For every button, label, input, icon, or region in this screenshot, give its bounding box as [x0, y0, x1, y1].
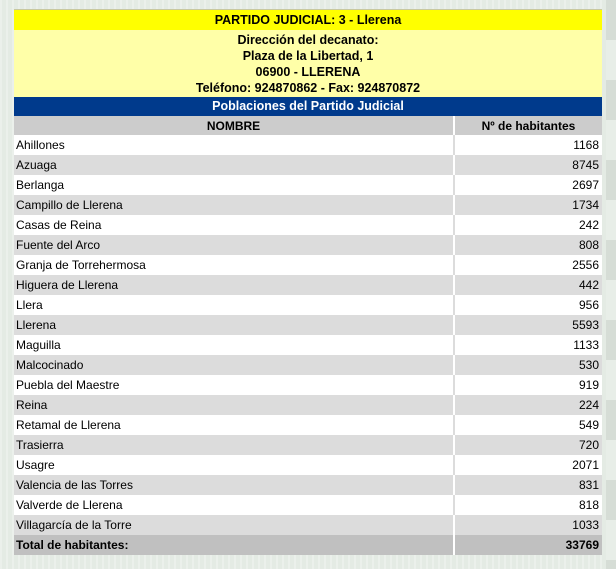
table-row [14, 175, 602, 195]
total-value: 33769 [454, 535, 602, 555]
column-header-habitantes: Nº de habitantes [454, 116, 602, 135]
row-habitantes: 818 [454, 495, 602, 515]
table-row [14, 195, 602, 215]
row-habitantes: 2697 [454, 175, 602, 195]
background-watermark-strip [606, 0, 616, 569]
address-city: 06900 - LLERENA [255, 65, 361, 79]
row-habitantes: 442 [454, 275, 602, 295]
table-row [14, 515, 602, 535]
table-row [14, 355, 602, 375]
row-habitantes: 919 [454, 375, 602, 395]
row-habitantes: 2071 [454, 455, 602, 475]
table-row [14, 455, 602, 475]
row-habitantes: 2556 [454, 255, 602, 275]
page-title: PARTIDO JUDICIAL: 3 - Llerena [14, 9, 602, 30]
row-habitantes: 1734 [454, 195, 602, 215]
row-nombre: Azuaga [14, 155, 454, 175]
row-habitantes: 530 [454, 355, 602, 375]
table-row [14, 335, 602, 355]
row-nombre: Maguilla [14, 335, 454, 355]
row-nombre: Llera [14, 295, 454, 315]
row-habitantes: 808 [454, 235, 602, 255]
row-nombre: Campillo de Llerena [14, 195, 454, 215]
poblaciones-table [14, 116, 602, 555]
table-row [14, 415, 602, 435]
row-nombre: Berlanga [14, 175, 454, 195]
total-row [14, 535, 602, 555]
row-nombre: Villagarcía de la Torre [14, 515, 454, 535]
table-row [14, 235, 602, 255]
row-nombre: Casas de Reina [14, 215, 454, 235]
column-header-nombre: NOMBRE [14, 116, 454, 135]
row-nombre: Llerena [14, 315, 454, 335]
row-habitantes: 831 [454, 475, 602, 495]
row-nombre: Malcocinado [14, 355, 454, 375]
row-habitantes: 1168 [454, 135, 602, 155]
row-nombre: Valencia de las Torres [14, 475, 454, 495]
row-habitantes: 1033 [454, 515, 602, 535]
table-row [14, 215, 602, 235]
row-habitantes: 956 [454, 295, 602, 315]
row-habitantes: 224 [454, 395, 602, 415]
row-nombre: Usagre [14, 455, 454, 475]
table-row [14, 375, 602, 395]
row-nombre: Puebla del Maestre [14, 375, 454, 395]
table-row [14, 135, 602, 155]
table-row [14, 395, 602, 415]
table-row [14, 475, 602, 495]
partido-judicial-panel [14, 9, 602, 555]
row-habitantes: 8745 [454, 155, 602, 175]
decanato-address-block [14, 30, 602, 97]
row-nombre: Retamal de Llerena [14, 415, 454, 435]
table-row [14, 495, 602, 515]
table-row [14, 255, 602, 275]
row-nombre: Valverde de Llerena [14, 495, 454, 515]
table-row [14, 155, 602, 175]
address-street: Plaza de la Libertad, 1 [242, 49, 374, 63]
table-row [14, 315, 602, 335]
table-row [14, 435, 602, 455]
address-label: Dirección del decanato: [237, 33, 379, 47]
row-nombre: Reina [14, 395, 454, 415]
total-label: Total de habitantes: [14, 535, 454, 555]
row-nombre: Trasierra [14, 435, 454, 455]
row-habitantes: 242 [454, 215, 602, 235]
row-nombre: Ahillones [14, 135, 454, 155]
row-habitantes: 549 [454, 415, 602, 435]
address-phones: Teléfono: 924870862 - Fax: 924870872 [195, 81, 421, 95]
table-row [14, 295, 602, 315]
row-nombre: Granja de Torrehermosa [14, 255, 454, 275]
row-nombre: Higuera de Llerena [14, 275, 454, 295]
row-nombre: Fuente del Arco [14, 235, 454, 255]
row-habitantes: 5593 [454, 315, 602, 335]
table-row [14, 275, 602, 295]
section-title: Poblaciones del Partido Judicial [14, 97, 602, 116]
row-habitantes: 1133 [454, 335, 602, 355]
row-habitantes: 720 [454, 435, 602, 455]
table-header-row [14, 116, 602, 135]
